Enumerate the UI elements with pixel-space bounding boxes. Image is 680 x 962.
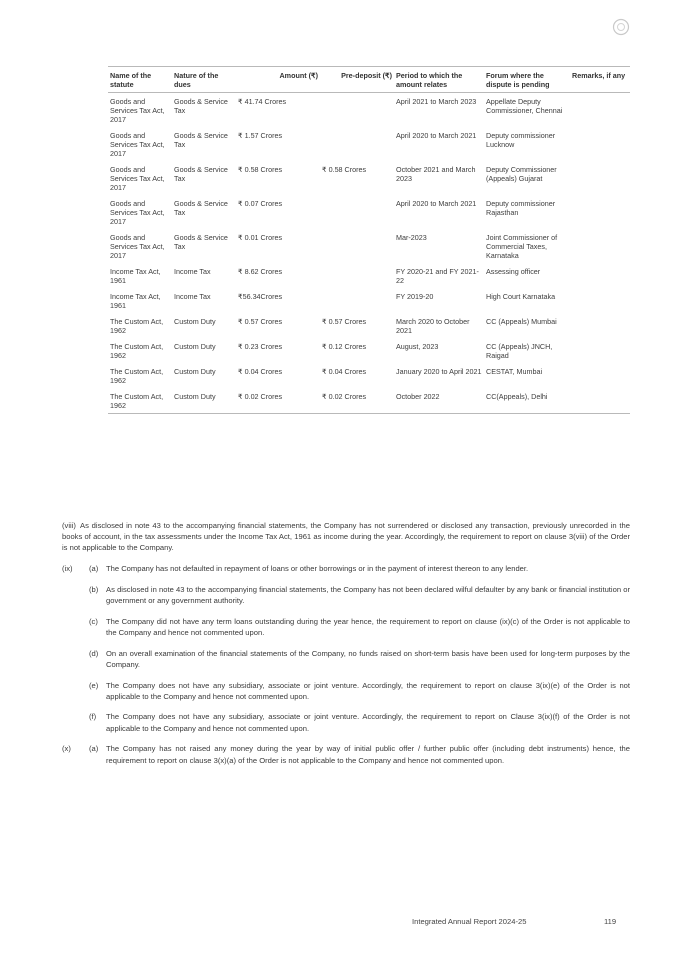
report-paragraph (62, 584, 630, 606)
table-row (108, 313, 630, 338)
cell-pre-deposit: ₹ 0.57 Crores (322, 317, 367, 326)
paragraph-text: The Company has not defaulted in repayment of loans or other borrowings or in the payment of interest thereon to any lender. (106, 564, 529, 574)
cell-remarks (570, 263, 630, 288)
cell-pre-deposit: ₹ 0.04 Crores (322, 367, 367, 376)
cell-period: April 2020 to March 2021 (396, 199, 477, 208)
cell-nature: Goods & Service Tax (174, 233, 228, 251)
cell-pre-deposit (320, 288, 394, 313)
cell-remarks (570, 388, 630, 414)
cell-statute: Goods and Services Tax Act, 2017 (110, 131, 165, 158)
cell-nature: Goods & Service Tax (174, 199, 228, 217)
report-paragraph (62, 743, 630, 765)
table-row (108, 263, 630, 288)
cell-nature: Goods & Service Tax (174, 131, 228, 149)
cell-statute: Goods and Services Tax Act, 2017 (110, 165, 165, 192)
cell-amount: ₹56.34Crores (238, 292, 283, 301)
report-paragraphs (62, 520, 630, 775)
cell-amount: ₹ 0.23 Crores (238, 342, 283, 351)
cell-forum: CC(Appeals), Delhi (484, 388, 570, 414)
cell-amount: ₹ 1.57 Crores (238, 131, 283, 140)
paragraph-text: On an overall examination of the financial statements of the Company, no funds raised on short-term basis have been used for long-term purposes by the Company. (106, 648, 630, 669)
cell-statute: Income Tax Act, 1961 (110, 292, 161, 310)
cell-amount: ₹ 8.62 Crores (238, 267, 283, 276)
clause-number: (ix) (62, 564, 73, 574)
cell-statute: The Custom Act, 1962 (110, 342, 164, 360)
cell-remarks (570, 93, 630, 128)
header-pre-deposit: Pre-deposit (₹) (320, 69, 394, 93)
table-row (108, 127, 630, 161)
cell-period: Mar-2023 (396, 233, 427, 242)
cell-pre-deposit (320, 263, 394, 288)
cell-pre-deposit (320, 229, 394, 263)
cell-period: October 2021 and March 2023 (396, 165, 476, 183)
cell-nature: Goods & Service Tax (174, 165, 228, 183)
company-logo-icon (612, 18, 630, 36)
sub-clause-letter: (b) (89, 584, 99, 594)
cell-statute: Goods and Services Tax Act, 2017 (110, 233, 165, 260)
cell-period: FY 2019-20 (396, 292, 434, 301)
table-row (108, 388, 630, 414)
header-forum: Forum where the dispute is pending (484, 69, 570, 93)
cell-amount: ₹ 0.58 Crores (238, 165, 283, 174)
paragraph-text: The Company does not have any subsidiary, associate or joint venture. Accordingly, the requirement to report on Clause 3(ix)(f) of the Order is not applicable to the Company and hence not commented upon. (106, 712, 630, 733)
table-row (108, 161, 630, 195)
cell-statute: Income Tax Act, 1961 (110, 267, 161, 285)
cell-pre-deposit: ₹ 0.58 Crores (322, 165, 367, 174)
cell-statute: Goods and Services Tax Act, 2017 (110, 199, 165, 226)
disputed-dues-table (108, 69, 630, 414)
cell-period: March 2020 to October 2021 (396, 317, 470, 335)
header-period: Period to which the amount relates (394, 69, 484, 93)
header-remarks: Remarks, if any (570, 69, 630, 93)
sub-clause-letter: (c) (89, 616, 98, 626)
report-paragraph (62, 648, 630, 670)
cell-remarks (570, 195, 630, 229)
cell-amount: ₹ 0.01 Crores (238, 233, 283, 242)
cell-amount: ₹ 0.02 Crores (236, 388, 320, 414)
clause-number: (viii) (62, 521, 76, 530)
cell-period: April 2020 to March 2021 (396, 131, 477, 140)
cell-pre-deposit (320, 127, 394, 161)
sub-clause-letter: (d) (89, 648, 99, 658)
cell-forum: Joint Commissioner of Commercial Taxes, Karnataka (486, 233, 558, 260)
cell-forum: Assessing officer (486, 267, 541, 276)
table-row (108, 338, 630, 363)
cell-nature: Income Tax (174, 267, 211, 276)
cell-pre-deposit: ₹ 0.12 Crores (322, 342, 367, 351)
report-paragraph (62, 563, 630, 574)
cell-remarks (570, 127, 630, 161)
cell-forum: Deputy Commissioner (Appeals) Gujarat (486, 165, 557, 183)
table-row (108, 229, 630, 263)
cell-amount: ₹ 0.07 Crores (238, 199, 283, 208)
header-nature: Nature of the dues (172, 69, 236, 93)
cell-nature: Custom Duty (174, 342, 216, 351)
cell-statute: Goods and Services Tax Act, 2017 (110, 97, 165, 124)
cell-pre-deposit (320, 195, 394, 229)
report-paragraph (62, 520, 630, 554)
sub-clause-letter: (f) (89, 712, 97, 722)
report-paragraph (62, 680, 630, 702)
cell-nature: Income Tax (174, 292, 211, 301)
sub-clause-letter: (e) (89, 680, 99, 690)
cell-amount: ₹ 0.04 Crores (238, 367, 283, 376)
cell-nature: Custom Duty (172, 388, 236, 414)
cell-period: April 2021 to March 2023 (396, 97, 477, 106)
cell-forum: CC (Appeals) Mumbai (486, 317, 557, 326)
cell-remarks (570, 161, 630, 195)
paragraph-text: The Company did not have any term loans outstanding during the year hence, the requirement to report on clause (ix)(c) of the Order is not applicable to the Company and hence not commented upon. (106, 616, 630, 637)
cell-nature: Custom Duty (174, 367, 216, 376)
cell-remarks (570, 229, 630, 263)
table-row (108, 93, 630, 128)
footer-report-title: Integrated Annual Report 2024-25 (412, 917, 527, 926)
paragraph-text: The Company has not raised any money during the year by way of initial public offer / further public offer (including debt instruments) hence, the requirement to report on clause 3(x)(a) of the Order is not applicable to the Company and hence not commented upon. (106, 744, 630, 765)
report-paragraph (62, 616, 630, 638)
header-amount: Amount (₹) (236, 69, 320, 93)
cell-forum: Deputy commissioner Rajasthan (486, 199, 556, 217)
cell-pre-deposit: ₹ 0.02 Crores (320, 388, 394, 414)
cell-forum: Appellate Deputy Commissioner, Chennai (486, 97, 563, 115)
report-paragraph (62, 711, 630, 733)
cell-statute: The Custom Act, 1962 (110, 367, 164, 385)
table-row (108, 363, 630, 388)
cell-nature: Goods & Service Tax (174, 97, 228, 115)
cell-period: August, 2023 (396, 342, 439, 351)
cell-remarks (570, 338, 630, 363)
cell-pre-deposit (320, 93, 394, 128)
table-row (108, 195, 630, 229)
cell-remarks (570, 313, 630, 338)
cell-forum: High Court Karnataka (486, 292, 556, 301)
page-number: 119 (604, 917, 617, 926)
cell-statute: The Custom Act, 1962 (108, 388, 172, 414)
paragraph-text: The Company does not have any subsidiary, associate or joint venture. Accordingly, the requirement to report on clause 3(ix)(e) of the Order is not applicable to the Company and hence not commented upon. (106, 680, 630, 701)
cell-amount: ₹ 0.57 Crores (238, 317, 283, 326)
cell-forum: Deputy commissioner Lucknow (486, 131, 556, 149)
cell-forum: CESTAT, Mumbai (486, 367, 543, 376)
cell-remarks (570, 288, 630, 313)
cell-remarks (570, 363, 630, 388)
cell-forum: CC (Appeals) JNCH, Raigad (486, 342, 553, 360)
table-header-row (108, 69, 630, 93)
paragraph-text: As disclosed in note 43 to the accompanying financial statements, the Company has not surrendered or disclosed any transaction, previously unrecorded in the books of account, in the tax assessments under the Income Tax Act, 1961 as income during the year. Accordingly, the requirement to report on clause 3(viii) of the Order is not applicable to the Company. (62, 521, 630, 553)
cell-statute: The Custom Act, 1962 (110, 317, 164, 335)
paragraph-text: As disclosed in note 43 to the accompanying financial statements, the Company has not been declared wilful defaulter by any bank or financial institution or government or any government authority. (106, 584, 630, 606)
sub-clause-letter: (a) (89, 564, 99, 574)
cell-period: FY 2020-21 and FY 2021-22 (396, 267, 479, 285)
clause-number: (x) (62, 744, 71, 754)
header-statute: Name of the statute (108, 69, 172, 93)
table-row (108, 288, 630, 313)
cell-period: January 2020 to April 2021 (396, 367, 482, 376)
cell-period: October 2022 (394, 388, 484, 414)
table-top-rule (108, 66, 630, 67)
sub-clause-letter: (a) (89, 744, 99, 754)
cell-amount: ₹ 41.74 Crores (238, 97, 287, 106)
cell-nature: Custom Duty (174, 317, 216, 326)
